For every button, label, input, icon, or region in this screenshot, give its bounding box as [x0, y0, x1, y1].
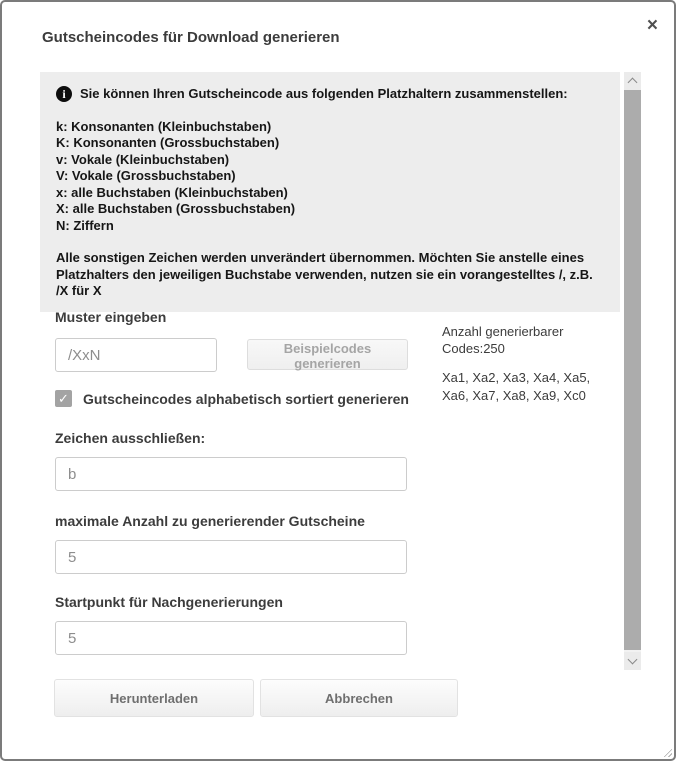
max-count-input[interactable]: [55, 540, 407, 574]
placeholder-line: k: Konsonanten (Kleinbuchstaben): [56, 118, 272, 134]
pattern-label: Muster eingeben: [55, 309, 167, 325]
placeholder-line: V: Vokale (Grossbuchstaben): [56, 168, 236, 183]
vertical-scrollbar[interactable]: [624, 72, 641, 670]
placeholder-line: N: Ziffern: [56, 217, 114, 233]
checkmark-icon: ✓: [58, 391, 69, 406]
exclude-characters-label: Zeichen ausschließen:: [55, 430, 206, 446]
generation-preview: [442, 323, 620, 405]
info-note-text: Alle sonstigen Zeichen werden unverändert übernommen. Möchten Sie anstelle eines Platzhalters den jeweiligen Buchstabe verwenden, nutzen sie ein vorangestelltes /, z.B. /X für X: [56, 250, 593, 298]
placeholder-line: x: alle Buchstaben (Kleinbuchstaben): [56, 184, 288, 200]
info-icon: i: [56, 86, 72, 102]
sample-codes-text: Xa1, Xa2, Xa3, Xa4, Xa5, Xa6, Xa7, Xa8, Xa9, Xc0: [442, 370, 591, 403]
sort-checkbox-row: [55, 390, 409, 407]
resize-grip[interactable]: [662, 747, 672, 757]
sort-checkbox-label: Gutscheincodes alphabetisch sortiert generieren: [83, 390, 409, 407]
start-point-label: Startpunkt für Nachgenerierungen: [55, 594, 283, 610]
cancel-button[interactable]: Abbrechen: [260, 679, 458, 717]
pattern-input[interactable]: [55, 338, 217, 372]
placeholder-line: X: alle Buchstaben (Grossbuchstaben): [56, 201, 296, 216]
start-point-input[interactable]: [55, 621, 407, 655]
placeholder-line: K: Konsonanten (Grossbuchstaben): [56, 135, 280, 150]
sort-checkbox[interactable]: [55, 390, 72, 407]
exclude-characters-input[interactable]: [55, 457, 407, 491]
download-button[interactable]: Herunterladen: [54, 679, 254, 717]
info-intro-line: [56, 86, 604, 103]
placeholder-line: v: Vokale (Kleinbuchstaben): [56, 151, 230, 167]
generate-samples-button[interactable]: Beispielcodes generieren: [247, 339, 408, 370]
max-count-label: maximale Anzahl zu generierender Gutscheine: [55, 513, 365, 529]
scrollbar-thumb[interactable]: [624, 90, 641, 650]
info-intro-text: Sie können Ihren Gutscheincode aus folgenden Platzhaltern zusammenstellen:: [80, 86, 568, 101]
dialog-title: Gutscheincodes für Download generieren: [42, 29, 340, 46]
close-icon[interactable]: ×: [646, 15, 658, 36]
codes-count-text: Anzahl generierbarer Codes:250: [442, 324, 564, 356]
scroll-up-button[interactable]: [624, 72, 641, 90]
scroll-down-button[interactable]: [624, 652, 641, 670]
chevron-down-icon: [628, 655, 638, 665]
placeholder-info-box: [40, 72, 620, 312]
chevron-up-icon: [628, 78, 638, 88]
